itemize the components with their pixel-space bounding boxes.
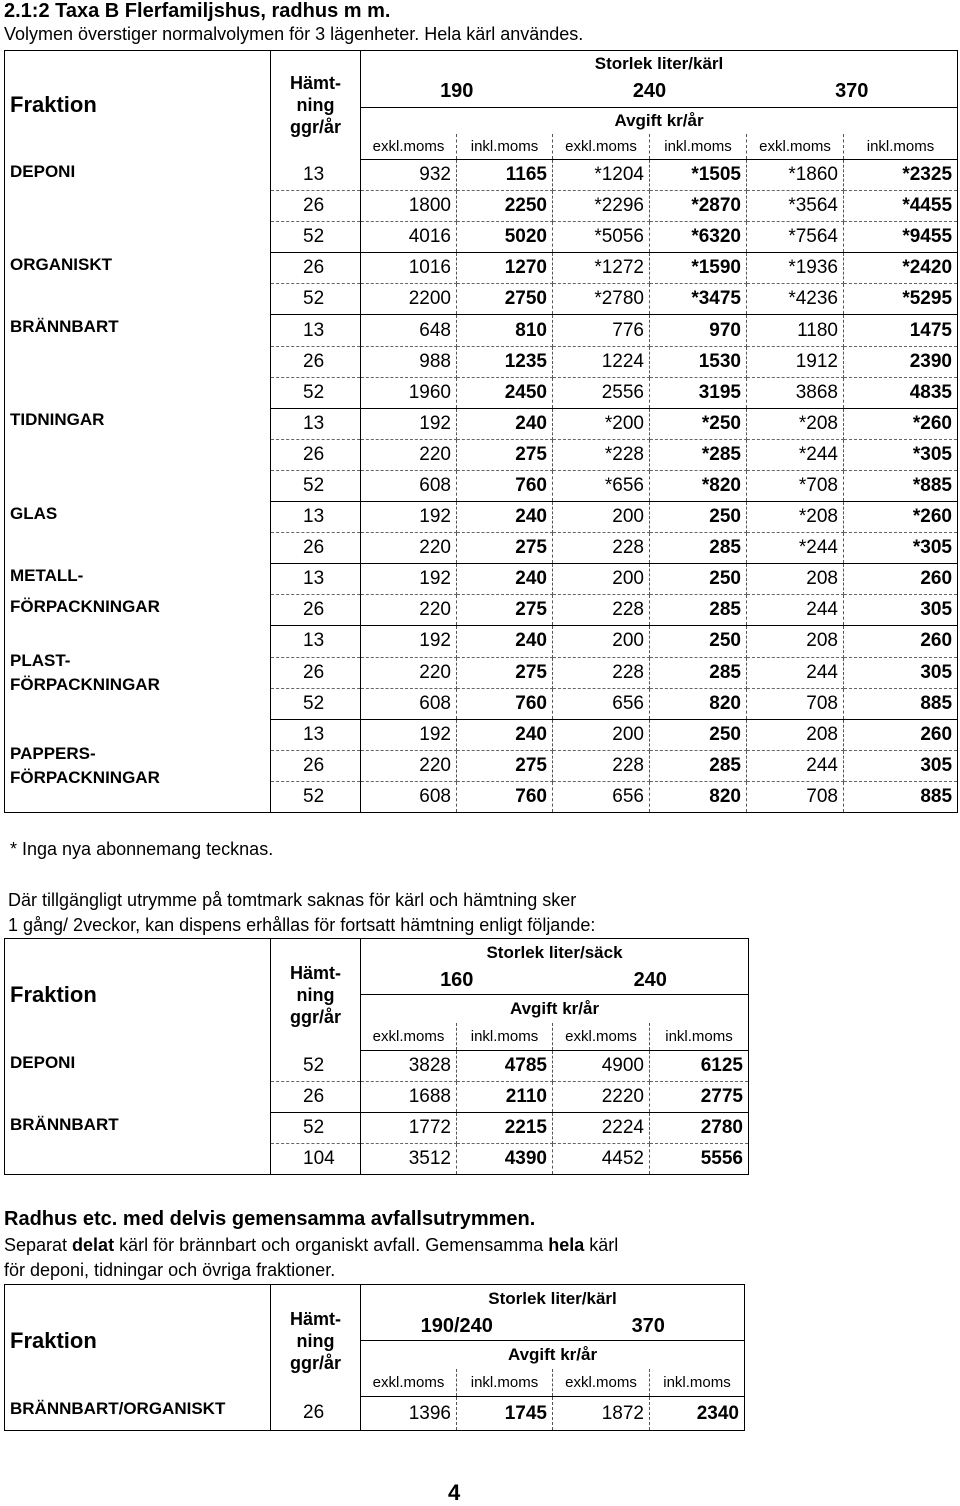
fee-table-2 [4, 938, 749, 1175]
fee-exkl-moms: 192 [361, 564, 457, 595]
fraktion-name [5, 564, 271, 626]
fee-inkl-moms: 260 [844, 626, 958, 657]
hamtning-value: 52 [271, 470, 361, 501]
hamtning-value: 26 [271, 191, 361, 222]
fee-table-1 [4, 50, 958, 813]
fee-inkl-moms: 275 [457, 595, 553, 626]
fee-inkl-moms: 2390 [844, 346, 958, 377]
hamtning-header-line: Hämt- [289, 962, 341, 983]
fee-inkl-moms: *1505 [650, 160, 747, 191]
moms-label: exkl.moms [553, 1369, 650, 1397]
hamtning-header-line: ning [296, 95, 335, 116]
fee-exkl-moms: *244 [747, 533, 844, 564]
fraktion-header: Fraktion [10, 92, 97, 118]
fee-exkl-moms: *7564 [747, 222, 844, 253]
hamtning-value: 26 [271, 595, 361, 626]
fee-inkl-moms: *250 [650, 408, 747, 439]
hamtning-value: 52 [271, 688, 361, 719]
fee-inkl-moms: 250 [650, 626, 747, 657]
fee-exkl-moms: 932 [361, 160, 457, 191]
fee-exkl-moms: 208 [747, 626, 844, 657]
fraktion-name-line: FÖRPACKNINGAR [10, 674, 160, 694]
fee-exkl-moms: 200 [553, 719, 650, 750]
fraktion-name-line: METALL- [10, 565, 84, 585]
hamtning-value: 52 [271, 284, 361, 315]
fee-exkl-moms: 1960 [361, 377, 457, 408]
fee-exkl-moms: *228 [553, 439, 650, 470]
fee-inkl-moms: *2325 [844, 160, 958, 191]
fee-inkl-moms: *885 [844, 470, 958, 501]
fee-exkl-moms: 3828 [361, 1051, 457, 1082]
fee-inkl-moms: 250 [650, 502, 747, 533]
fee-exkl-moms: 3868 [747, 377, 844, 408]
hamtning-value: 26 [271, 657, 361, 688]
fraktion-name-line: FÖRPACKNINGAR [10, 596, 160, 616]
fee-exkl-moms: 200 [553, 626, 650, 657]
footnote: * Inga nya abonnemang tecknas. [10, 839, 274, 859]
size-label: 190/240 [361, 1313, 553, 1341]
fee-inkl-moms: 305 [844, 595, 958, 626]
fee-exkl-moms: *208 [747, 408, 844, 439]
hamtning-header-line: Hämt- [289, 73, 341, 94]
fee-exkl-moms: 776 [553, 315, 650, 346]
table-row [5, 719, 958, 750]
fee-exkl-moms: 228 [553, 533, 650, 564]
fee-inkl-moms: 810 [457, 315, 553, 346]
fraktion-name-line: BRÄNNBART [10, 316, 119, 336]
avgift-title: Avgift kr/år [507, 1344, 598, 1364]
size-label: 160 [361, 967, 553, 995]
fee-exkl-moms: 608 [361, 781, 457, 812]
avgift-title: Avgift kr/år [509, 998, 600, 1018]
fee-inkl-moms: 305 [844, 750, 958, 781]
fee-exkl-moms: 2220 [553, 1082, 650, 1113]
size-label: 190 [361, 77, 553, 108]
section-subheading: Volymen överstiger normalvolymen för 3 lägenheter. Hela kärl användes. [4, 24, 584, 44]
fraktion-name-line: BRÄNNBART [10, 1114, 119, 1134]
fee-inkl-moms: 285 [650, 533, 747, 564]
fee-exkl-moms: 1772 [361, 1113, 457, 1144]
table-row [5, 315, 958, 346]
hamtning-value: 13 [271, 502, 361, 533]
fee-exkl-moms: 708 [747, 781, 844, 812]
fee-exkl-moms: 4900 [553, 1051, 650, 1082]
moms-label: inkl.moms [650, 134, 747, 160]
fee-inkl-moms: 760 [457, 688, 553, 719]
fee-inkl-moms: 5020 [457, 222, 553, 253]
fraktion-header: Fraktion [10, 1327, 97, 1353]
fee-exkl-moms: 1396 [361, 1397, 457, 1431]
fee-exkl-moms: 2200 [361, 284, 457, 315]
fee-inkl-moms: 1475 [844, 315, 958, 346]
fee-exkl-moms: *2296 [553, 191, 650, 222]
fee-inkl-moms: 275 [457, 750, 553, 781]
fee-inkl-moms: 820 [650, 688, 747, 719]
table-row [5, 1113, 749, 1144]
fee-exkl-moms: *208 [747, 502, 844, 533]
fee-inkl-moms: 1270 [457, 253, 553, 284]
fee-exkl-moms: *3564 [747, 191, 844, 222]
hamtning-header-line: Hämt- [289, 1308, 341, 1329]
fraktion-name [5, 626, 271, 719]
fraktion-name-line: PLAST- [10, 650, 71, 670]
fee-exkl-moms: 192 [361, 719, 457, 750]
fee-exkl-moms: *244 [747, 439, 844, 470]
fee-inkl-moms: 885 [844, 781, 958, 812]
hamtning-value: 13 [271, 160, 361, 191]
fee-inkl-moms: 885 [844, 688, 958, 719]
fee-exkl-moms: 192 [361, 502, 457, 533]
dispens-text-line2: 1 gång/ 2veckor, kan dispens erhållas för fortsatt hämtning enligt följande: [8, 915, 596, 935]
fee-inkl-moms: *285 [650, 439, 747, 470]
fraktion-name-line: DEPONI [10, 161, 76, 181]
fraktion-name-line: DEPONI [10, 1052, 76, 1072]
hamtning-header-line: ggr/år [289, 1006, 341, 1027]
storlek-title: Storlek liter/kärl [488, 1288, 617, 1308]
fee-exkl-moms: 220 [361, 750, 457, 781]
fee-exkl-moms: 656 [553, 688, 650, 719]
fraktion-name-line: TIDNINGAR [10, 410, 105, 430]
fee-inkl-moms: 760 [457, 470, 553, 501]
fee-exkl-moms: 220 [361, 439, 457, 470]
hamtning-header [271, 1285, 361, 1397]
hamtning-value: 13 [271, 719, 361, 750]
hamtning-value: 26 [271, 533, 361, 564]
fee-inkl-moms: 2750 [457, 284, 553, 315]
fee-inkl-moms: 305 [844, 657, 958, 688]
fee-exkl-moms: *1936 [747, 253, 844, 284]
fee-inkl-moms: 1235 [457, 346, 553, 377]
fee-inkl-moms: 970 [650, 315, 747, 346]
fee-inkl-moms: 6125 [650, 1051, 749, 1082]
hamtning-value: 26 [271, 253, 361, 284]
fee-inkl-moms: 3195 [650, 377, 747, 408]
hamtning-value: 26 [271, 1397, 361, 1431]
fee-exkl-moms: 208 [747, 564, 844, 595]
fee-exkl-moms: 1800 [361, 191, 457, 222]
moms-label: exkl.moms [553, 1023, 650, 1051]
fraktion-name [5, 502, 271, 564]
moms-label: exkl.moms [553, 134, 650, 160]
hamtning-value: 13 [271, 315, 361, 346]
hamtning-value: 26 [271, 439, 361, 470]
fee-exkl-moms: 192 [361, 408, 457, 439]
table-row [5, 1397, 745, 1431]
fee-exkl-moms: 220 [361, 533, 457, 564]
radhus-heading: Radhus etc. med delvis gemensamma avfallsutrymmen. [4, 1208, 536, 1230]
fee-inkl-moms: 285 [650, 595, 747, 626]
fee-inkl-moms: 820 [650, 781, 747, 812]
hamtning-value: 26 [271, 750, 361, 781]
fee-inkl-moms: 275 [457, 533, 553, 564]
moms-label: exkl.moms [361, 1023, 457, 1051]
fee-inkl-moms: 240 [457, 719, 553, 750]
radhus-text-b: kärl för brännbart och organiskt avfall. Gemensamma [114, 1235, 549, 1255]
fee-inkl-moms: *820 [650, 470, 747, 501]
fee-exkl-moms: *200 [553, 408, 650, 439]
fee-inkl-moms: *9455 [844, 222, 958, 253]
size-label: 370 [747, 77, 958, 108]
fee-inkl-moms: 250 [650, 564, 747, 595]
moms-label: inkl.moms [457, 1023, 553, 1051]
hamtning-header [271, 939, 361, 1051]
fee-inkl-moms: *4455 [844, 191, 958, 222]
fee-inkl-moms: 260 [844, 719, 958, 750]
hamtning-value: 52 [271, 377, 361, 408]
fee-inkl-moms: 4390 [457, 1144, 553, 1175]
size-label: 240 [553, 77, 747, 108]
fraktion-name [5, 160, 271, 253]
radhus-text-c: kärl [584, 1235, 619, 1255]
fee-exkl-moms: *1204 [553, 160, 650, 191]
moms-label: inkl.moms [457, 134, 553, 160]
fee-inkl-moms: 2215 [457, 1113, 553, 1144]
hamtning-value: 26 [271, 1082, 361, 1113]
moms-label: inkl.moms [457, 1369, 553, 1397]
fraktion-name [5, 1113, 271, 1175]
moms-label: exkl.moms [747, 134, 844, 160]
fraktion-name [5, 1397, 271, 1431]
fee-exkl-moms: 1224 [553, 346, 650, 377]
fee-exkl-moms: 192 [361, 626, 457, 657]
fraktion-name [5, 1051, 271, 1113]
radhus-text-line2: för deponi, tidningar och övriga fraktioner. [4, 1260, 336, 1280]
fee-inkl-moms: 260 [844, 564, 958, 595]
fee-inkl-moms: 1745 [457, 1397, 553, 1431]
fee-inkl-moms: *260 [844, 502, 958, 533]
fee-exkl-moms: 4016 [361, 222, 457, 253]
fee-exkl-moms: 4452 [553, 1144, 650, 1175]
fee-exkl-moms: *656 [553, 470, 650, 501]
hamtning-value: 13 [271, 626, 361, 657]
table-row [5, 253, 958, 284]
hamtning-header [271, 51, 361, 160]
fee-inkl-moms: 250 [650, 719, 747, 750]
fee-exkl-moms: 200 [553, 502, 650, 533]
fee-exkl-moms: *2780 [553, 284, 650, 315]
fee-exkl-moms: 228 [553, 595, 650, 626]
fraktion-name-line: GLAS [10, 503, 58, 523]
hamtning-value: 13 [271, 408, 361, 439]
fee-exkl-moms: *1272 [553, 253, 650, 284]
fraktion-name [5, 719, 271, 812]
fee-exkl-moms: 2556 [553, 377, 650, 408]
hamtning-value: 52 [271, 1113, 361, 1144]
fee-inkl-moms: 2780 [650, 1113, 749, 1144]
radhus-text-line1 [4, 1235, 618, 1256]
fee-exkl-moms: 228 [553, 657, 650, 688]
fee-exkl-moms: 2224 [553, 1113, 650, 1144]
fee-inkl-moms: *1590 [650, 253, 747, 284]
fee-inkl-moms: 240 [457, 408, 553, 439]
fee-exkl-moms: 1016 [361, 253, 457, 284]
table-row [5, 564, 958, 595]
fee-inkl-moms: 1530 [650, 346, 747, 377]
fee-inkl-moms: *5295 [844, 284, 958, 315]
avgift-title: Avgift kr/år [614, 110, 704, 130]
fee-exkl-moms: *708 [747, 470, 844, 501]
fee-inkl-moms: 2340 [650, 1397, 745, 1431]
fee-inkl-moms: 275 [457, 439, 553, 470]
hamtning-header-line: ning [296, 984, 335, 1005]
fee-inkl-moms: 2775 [650, 1082, 749, 1113]
fee-exkl-moms: 244 [747, 750, 844, 781]
radhus-text-a: Separat [4, 1235, 73, 1255]
fee-inkl-moms: *2420 [844, 253, 958, 284]
fraktion-name-line: BRÄNNBART/ORGANISKT [10, 1398, 226, 1418]
fee-inkl-moms: 240 [457, 626, 553, 657]
moms-label: exkl.moms [361, 134, 457, 160]
hamtning-value: 26 [271, 346, 361, 377]
hamtning-header-line: ning [296, 1330, 335, 1351]
moms-label: inkl.moms [844, 134, 958, 160]
fee-inkl-moms: 4785 [457, 1051, 553, 1082]
fee-exkl-moms: 1912 [747, 346, 844, 377]
size-label: 240 [553, 967, 749, 995]
fee-inkl-moms: 4835 [844, 377, 958, 408]
storlek-title: Storlek liter/kärl [594, 53, 724, 73]
fee-exkl-moms: 1872 [553, 1397, 650, 1431]
fee-inkl-moms: 240 [457, 564, 553, 595]
fraktion-name [5, 315, 271, 408]
fee-exkl-moms: 1180 [747, 315, 844, 346]
table-row [5, 1051, 749, 1082]
fee-table-3 [4, 1284, 745, 1431]
fee-inkl-moms: 760 [457, 781, 553, 812]
fee-exkl-moms: *5056 [553, 222, 650, 253]
fee-exkl-moms: 608 [361, 688, 457, 719]
hamtning-header-line: ggr/år [289, 1352, 341, 1373]
fee-exkl-moms: 988 [361, 346, 457, 377]
fee-exkl-moms: 220 [361, 657, 457, 688]
fee-exkl-moms: 200 [553, 564, 650, 595]
fee-inkl-moms: 285 [650, 657, 747, 688]
moms-label: inkl.moms [650, 1369, 745, 1397]
fraktion-name [5, 253, 271, 315]
section-heading: 2.1:2 Taxa B Flerfamiljshus, radhus m m. [4, 0, 391, 22]
radhus-text-delat: delat [72, 1235, 115, 1255]
fee-inkl-moms: 5556 [650, 1144, 749, 1175]
fraktion-header: Fraktion [10, 981, 97, 1007]
fee-inkl-moms: 285 [650, 750, 747, 781]
fraktion-name [5, 408, 271, 501]
fee-inkl-moms: *6320 [650, 222, 747, 253]
fraktion-name-line: ORGANISKT [10, 254, 112, 274]
fee-exkl-moms: *1860 [747, 160, 844, 191]
table-row [5, 160, 958, 191]
fee-exkl-moms: 648 [361, 315, 457, 346]
fee-exkl-moms: 1688 [361, 1082, 457, 1113]
fee-exkl-moms: 3512 [361, 1144, 457, 1175]
fee-inkl-moms: *305 [844, 439, 958, 470]
fee-inkl-moms: 1165 [457, 160, 553, 191]
size-label: 370 [553, 1313, 745, 1341]
moms-label: exkl.moms [361, 1369, 457, 1397]
fee-inkl-moms: 240 [457, 502, 553, 533]
fee-inkl-moms: 2110 [457, 1082, 553, 1113]
fee-exkl-moms: 244 [747, 657, 844, 688]
fee-inkl-moms: *3475 [650, 284, 747, 315]
fee-exkl-moms: 208 [747, 719, 844, 750]
fee-exkl-moms: 228 [553, 750, 650, 781]
fee-exkl-moms: 656 [553, 781, 650, 812]
fee-exkl-moms: 608 [361, 470, 457, 501]
fee-exkl-moms: 244 [747, 595, 844, 626]
moms-label: inkl.moms [650, 1023, 749, 1051]
fee-exkl-moms: 220 [361, 595, 457, 626]
table-row [5, 502, 958, 533]
hamtning-value: 52 [271, 1051, 361, 1082]
hamtning-value: 13 [271, 564, 361, 595]
hamtning-value: 104 [271, 1144, 361, 1175]
table-row [5, 626, 958, 657]
fee-exkl-moms: *4236 [747, 284, 844, 315]
fraktion-name-line: PAPPERS- [10, 743, 96, 763]
fee-inkl-moms: 2250 [457, 191, 553, 222]
hamtning-header-line: ggr/år [289, 117, 341, 138]
radhus-text-hela: hela [548, 1235, 585, 1255]
fraktion-name-line: FÖRPACKNINGAR [10, 767, 160, 787]
fee-inkl-moms: *2870 [650, 191, 747, 222]
page-number: 4 [448, 1480, 461, 1505]
fee-inkl-moms: 2450 [457, 377, 553, 408]
hamtning-value: 52 [271, 781, 361, 812]
table-row [5, 408, 958, 439]
fee-inkl-moms: 275 [457, 657, 553, 688]
hamtning-value: 52 [271, 222, 361, 253]
fee-inkl-moms: *260 [844, 408, 958, 439]
storlek-title: Storlek liter/säck [486, 942, 623, 962]
fee-inkl-moms: *305 [844, 533, 958, 564]
dispens-text-line1: Där tillgängligt utrymme på tomtmark saknas för kärl och hämtning sker [8, 890, 577, 910]
fee-exkl-moms: 708 [747, 688, 844, 719]
